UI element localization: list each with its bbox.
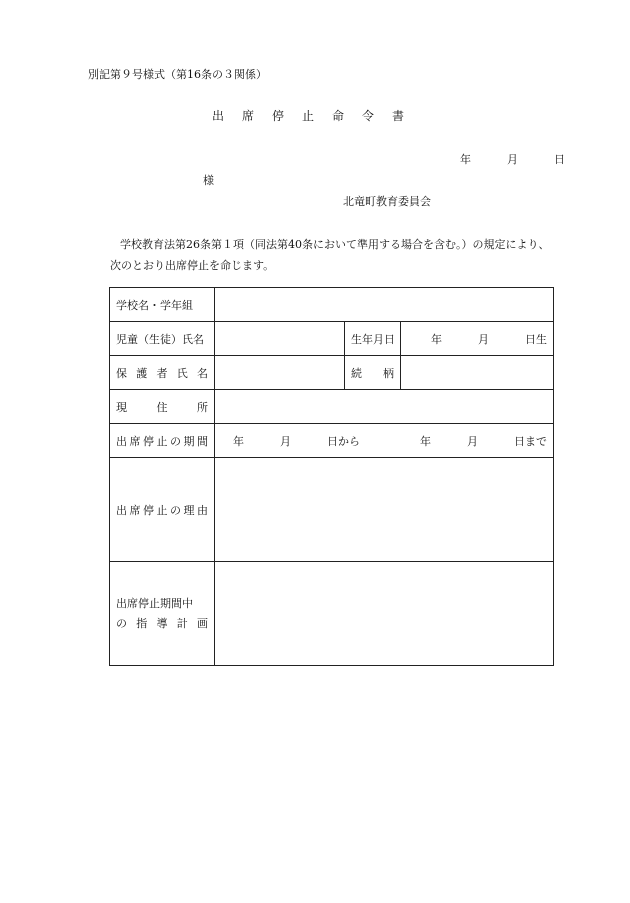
- reason-char-1: 出: [116, 503, 127, 517]
- row-school-grade: [110, 288, 554, 322]
- period-to-day: 日まで: [514, 434, 548, 448]
- addressee-suffix: 様: [203, 174, 214, 187]
- guardian-label: [110, 356, 215, 390]
- body-line-2: 次のとおり出席停止を命じます。: [110, 259, 275, 272]
- period-char-4: 止: [156, 434, 168, 448]
- info-table: [109, 287, 554, 666]
- guidance-char-1: の: [116, 616, 127, 630]
- address-label: [110, 390, 215, 424]
- issuer-name: 北竜町教育委員会: [343, 195, 431, 208]
- guidance-field[interactable]: [215, 562, 554, 666]
- address-char-1: 現: [116, 400, 127, 414]
- row-reason: [110, 458, 554, 562]
- guardian-char-4: 氏: [176, 366, 188, 380]
- guardian-char-1: 保: [116, 366, 127, 380]
- guardian-char-5: 名: [197, 366, 208, 380]
- reason-char-3: 停: [143, 503, 154, 517]
- guidance-char-2: 指: [136, 616, 148, 630]
- guardian-name-field[interactable]: [215, 356, 345, 390]
- reason-label: [110, 458, 215, 562]
- reason-char-4: 止: [156, 503, 168, 517]
- row-child-name: [110, 322, 554, 356]
- period-to-month: 月: [467, 434, 479, 448]
- school-grade-field[interactable]: [215, 288, 554, 322]
- period-from-month: 月: [280, 434, 292, 448]
- period-char-2: 席: [129, 434, 141, 448]
- guardian-char-2: 護: [136, 366, 148, 380]
- guidance-label-line-1: 出席停止期間中: [116, 596, 193, 610]
- period-char-6: 期: [183, 434, 195, 448]
- birth-month: 月: [478, 332, 490, 346]
- guidance-label-line-2: [116, 614, 214, 634]
- guidance-char-5: 画: [197, 616, 208, 630]
- date-day: 日: [554, 153, 565, 166]
- guidance-char-3: 導: [156, 616, 168, 630]
- body-text: [96, 234, 566, 276]
- period-from-day: 日から: [327, 434, 361, 448]
- row-guidance: [110, 562, 554, 666]
- period-char-7: 間: [197, 434, 208, 448]
- row-guardian: [110, 356, 554, 390]
- period-to-year: 年: [420, 434, 432, 448]
- relation-char-1: 続: [351, 366, 362, 380]
- period-char-3: 停: [143, 434, 154, 448]
- reason-char-6: 理: [183, 503, 195, 517]
- reason-char-7: 由: [197, 503, 208, 517]
- period-char-5: の: [170, 434, 181, 448]
- birth-day: 日生: [525, 332, 548, 346]
- document-title: 出席停止命令書: [211, 109, 422, 123]
- child-name-field[interactable]: [215, 322, 345, 356]
- guidance-char-4: 計: [176, 616, 188, 630]
- relation-char-2: 柄: [383, 366, 394, 380]
- body-line-1: 学校教育法第26条第１項（同法第40条において準用する場合を含む。）の規定により、: [120, 238, 550, 251]
- birthdate-field[interactable]: [401, 322, 554, 356]
- date-year: 年: [460, 153, 471, 166]
- row-address: [110, 390, 554, 424]
- reason-char-2: 席: [129, 503, 141, 517]
- reason-field[interactable]: [215, 458, 554, 562]
- birth-year: 年: [431, 332, 443, 346]
- guardian-char-3: 者: [156, 366, 168, 380]
- address-char-2: 住: [156, 400, 168, 414]
- period-from-year: 年: [233, 434, 245, 448]
- address-field[interactable]: [215, 390, 554, 424]
- reason-char-5: の: [170, 503, 181, 517]
- birthdate-label: 生年月日: [345, 322, 401, 356]
- address-char-3: 所: [197, 400, 208, 414]
- child-name-label: 児童（生徒）氏名: [110, 322, 215, 356]
- relation-field[interactable]: [401, 356, 554, 390]
- period-char-1: 出: [116, 434, 127, 448]
- period-field[interactable]: [215, 424, 554, 458]
- row-period: [110, 424, 554, 458]
- date-line: [460, 151, 565, 167]
- date-month: 月: [507, 153, 518, 166]
- relation-label: [345, 356, 401, 390]
- guidance-label: [110, 562, 215, 666]
- period-label: [110, 424, 215, 458]
- form-number: 別記第９号様式（第16条の３関係）: [88, 68, 267, 81]
- school-grade-label: 学校名・学年組: [110, 288, 215, 322]
